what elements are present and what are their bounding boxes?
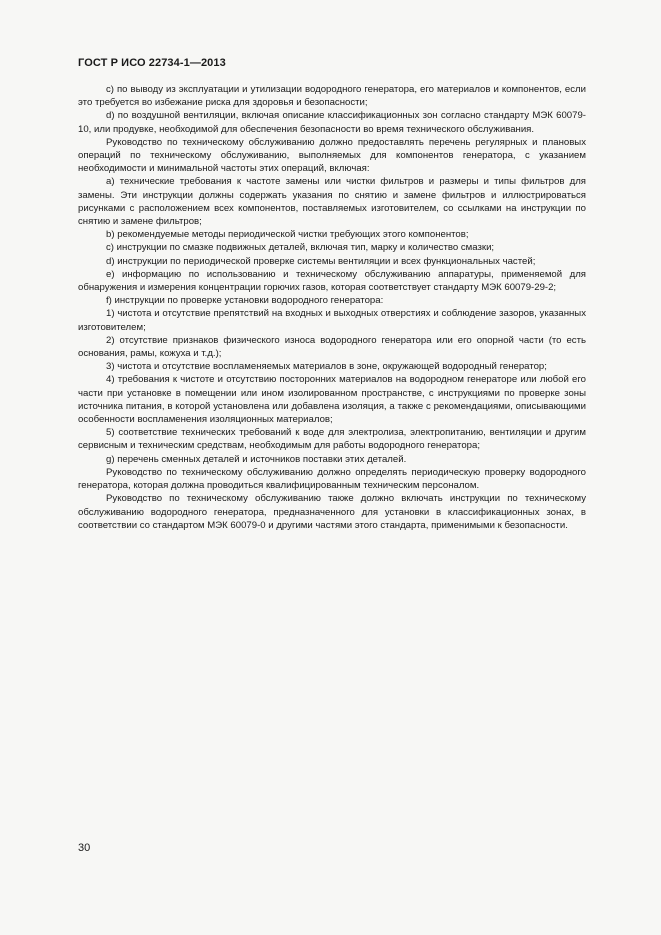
paragraph: 2) отсутствие признаков физического износа водородного генератора или его опорной части (то есть основания, рамы, кожуха и т.д.); (78, 334, 586, 360)
document-body (78, 83, 586, 532)
paragraph: 5) соответствие технических требований к воде для электролиза, электропитанию, вентиляции и другим сервисным и техническим средствам, необходимым для работы водородного генератора; (78, 427, 586, 452)
paragraph: c) инструкции по смазке подвижных деталей, включая тип, марку и количество смазки; (106, 242, 495, 254)
paragraph: a) технические требования к частоте замены или чистки фильтров и размеры и типы фильтров для замены. Эти инструкции должны содержать указания по снятию и замене фильтров и иллюстрироваться рисунками с расположением всех компонентов, поставляемых изготовителем, со ссылками на инструкции по снятию и замене фильтров; (78, 176, 586, 228)
page-number: 30 (78, 842, 91, 854)
paragraph: 3) чистота и отсутствие воспламеняемых материалов в зоне, окружающей водородный генератор; (106, 361, 547, 373)
paragraph: c) по выводу из эксплуатации и утилизации водородного генератора, его материалов и компонентов, если это требуется во избежание риска для здоровья и безопасности; (78, 84, 586, 109)
paragraph: Руководство по техническому обслуживанию должно определять периодическую проверку водородного генератора, которая должна проводиться квалифицированным техническим персоналом. (78, 466, 586, 492)
document-header: ГОСТ Р ИСО 22734-1—2013 (78, 57, 226, 69)
paragraph: b) рекомендуемые методы периодической чистки требующих этого компонентов; (106, 229, 469, 241)
paragraph: d) по воздушной вентиляции, включая описание классификационных зон согласно стандарту МЭК 60079-10, или продувке, необходимой для обеспечения безопасности во время технического обслуживания. (78, 110, 586, 135)
paragraph: f) инструкции по проверке установки водородного генератора: (106, 295, 384, 307)
paragraph: 4) требования к чистоте и отсутствию посторонних материалов на водородном генераторе или любой его части при установке в помещении или ином изолированном пространстве, с инструкциями по проверке зоны источника питания, в которой установлена или добавлена изоляция, а также с рекомендациями, описывающими особенности воспламенения изоляционных материалов; (78, 374, 586, 426)
paragraph: d) инструкции по периодической проверке системы вентиляции и всех функциональных частей; (106, 255, 536, 267)
paragraph: g) перечень сменных деталей и источников поставки этих деталей. (106, 453, 407, 465)
paragraph: Руководство по техническому обслуживанию должно предоставлять перечень регулярных и плановых операций по техническому обслуживанию, выполняемых для компонентов генератора, с указанием необходимости и минимальной частоты этих операций, включая: (78, 136, 586, 175)
paragraph: Руководство по техническому обслуживанию также должно включать инструкции по техническому обслуживанию водородного генератора, предназначенного для установки в классификационных зонах, в соответствии со стандартом МЭК 60079-0 и другими частями этого стандарта, применимыми к безопасности. (78, 493, 586, 531)
paragraph: e) информацию по использованию и техническому обслуживанию аппаратуры, применяемой для обнаружения и измерения концентрации горючих газов, которая соответствует стандарту МЭК 60079-29-2; (78, 268, 586, 294)
paragraph: 1) чистота и отсутствие препятствий на входных и выходных отверстиях и соблюдение зазоров, указанных изготовителем; (78, 308, 586, 333)
